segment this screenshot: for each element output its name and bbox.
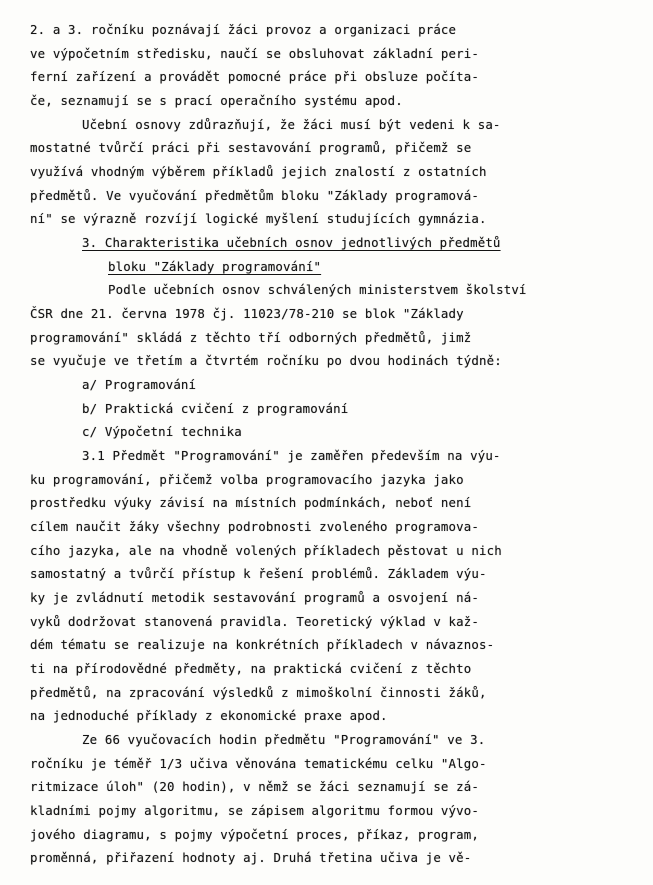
text-line: prostředku výuky závisí na místních podmínkách, neboť není xyxy=(30,495,472,510)
text-line: cílem naučit žáky všechny podrobnosti zvoleného programova- xyxy=(30,519,479,534)
text-line: dém tématu se realizuje na konkrétních příkladech v návaznos- xyxy=(30,637,495,652)
text-line: proměnná, přiřazení hodnoty aj. Druhá třetina učiva je vě- xyxy=(30,850,472,865)
list-item: a/ Programování xyxy=(82,377,197,392)
text-line: Podle učebních osnov schválených ministerstvem školství xyxy=(108,282,527,297)
list-item: c/ Výpočetní technika xyxy=(82,424,242,439)
text-line: ky je zvládnutí metodik sestavování programů a osvojení ná- xyxy=(30,590,479,605)
text-line: Učební osnovy zdůrazňují, že žáci musí být vedeni k sa- xyxy=(82,117,501,132)
section-heading-continuation: bloku "Základy programování" xyxy=(108,259,322,274)
text-line: ročníku je téměř 1/3 učiva věnována tematickému celku "Algo- xyxy=(30,756,487,771)
text-line: če, seznamují se s prací operačního systému apod. xyxy=(30,93,403,108)
text-line: 3.1 Předmět "Programování" je zaměřen především na výu- xyxy=(82,448,501,463)
text-line: vyků dodržovat stanovená pravidla. Teoretický výklad v kaž- xyxy=(30,614,479,629)
text-line: cího jazyka, ale na vhodně volených příkladech pěstovat u nich xyxy=(30,543,502,558)
section-heading: 3. Charakteristika učebních osnov jednotlivých předmětů xyxy=(82,235,501,250)
text-line: ČSR dne 21. června 1978 čj. 11023/78-210 se blok "Základy xyxy=(30,306,464,321)
text-line: předmětů. Ve vyučování předmětům bloku "Základy programová- xyxy=(30,188,479,203)
text-line: ti na přírodovědné předměty, na praktická cvičení z těchto xyxy=(30,661,472,676)
text-line: ní" se výrazně rozvíjí logické myšlení studujících gymnázia. xyxy=(30,211,487,226)
text-line: ritmizace úloh" (20 hodin), v němž se žáci seznamují se zá- xyxy=(30,779,479,794)
text-line: jového diagramu, s pojmy výpočetní proces, příkaz, program, xyxy=(30,827,479,842)
text-line: využívá vhodným výběrem příkladů jejich znalostí z ostatních xyxy=(30,164,487,179)
text-line: programování" skládá z těchto tří odborných předmětů, jimž xyxy=(30,330,472,345)
text-line: Ze 66 vyučovacích hodin předmětu "Programování" ve 3. xyxy=(82,732,486,747)
text-line: samostatný a tvůrčí přístup k řešení problémů. Základem výu- xyxy=(30,566,487,581)
text-line: ve výpočetním středisku, naučí se obsluhovat základní peri- xyxy=(30,46,479,61)
text-line: předmětů, na zpracování výsledků z mimoškolní činnosti žáků, xyxy=(30,685,487,700)
text-line: na jednoduché příklady z ekonomické praxe apod. xyxy=(30,708,388,723)
text-line: ferní zařízení a provádět pomocné práce při obsluze počíta- xyxy=(30,69,479,84)
text-line: se vyučuje ve třetím a čtvrtém ročníku po dvou hodinách týdně: xyxy=(30,353,502,368)
text-line: mostatné tvůrčí práci při sestavování programů, přičemž se xyxy=(30,140,472,155)
text-line: ku programování, přičemž volba programovacího jazyka jako xyxy=(30,472,464,487)
text-line: 2. a 3. ročníku poznávají žáci provoz a organizaci práce xyxy=(30,22,457,37)
list-item: b/ Praktická cvičení z programování xyxy=(82,401,349,416)
text-line: kladními pojmy algoritmu, se zápisem algoritmu formou vývo- xyxy=(30,803,479,818)
